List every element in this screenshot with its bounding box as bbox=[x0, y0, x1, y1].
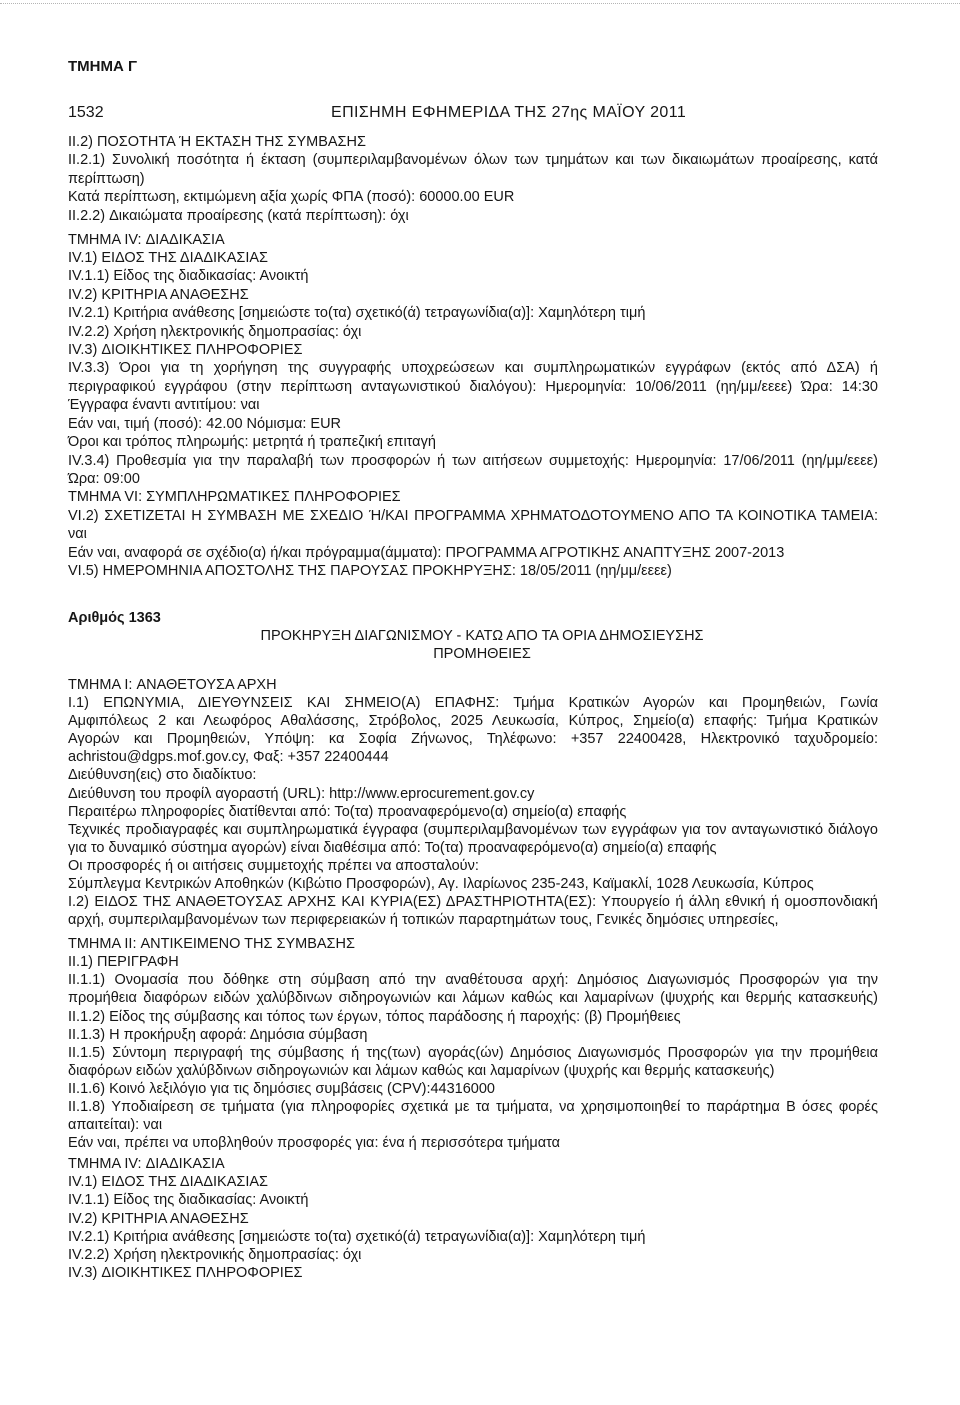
clause-ii-1-8-answer: απαιτείται): ναι bbox=[68, 1117, 163, 1134]
clause-i-1-continuation-1: Αμφιπόλεως 2 και Λεωφόρος Αθαλάσσης, Στρόβολος, 2025 Λευκωσία, Κύπρος, Σημείο(α) επαφής: Τμήμα Κρατικών bbox=[68, 713, 878, 730]
clause-ii-1-3-notice-type: II.1.3) Η προκήρυξη αφορά: Δημόσια σύμβαση bbox=[68, 1026, 368, 1043]
clause-vi-2-eu-funds: VI.2) ΣΧΕΤΙΖΕΤΑΙ Η ΣΥΜΒΑΣΗ ΜΕ ΣΧΕΔΙΟ Ή/ΚΑΙ ΠΡΟΓΡΑΜΜΑ ΧΡΗΜΑΤΟΔΟΤΟΥΜΕΝΟ ΑΠΟ ΤΑ ΚΟΙΝΟΤΙΚΑ ΤΑΜΕΙΑ: bbox=[68, 507, 878, 524]
clause-ii-1-1-title: II.1.1) Ονομασία που δόθηκε στη σύμβαση από την αναθέτουσα αρχή: Δημόσιος Διαγωνισμός Προσφορών για την bbox=[68, 972, 878, 989]
notice-body bbox=[68, 676, 878, 1282]
further-info-line: Περαιτέρω πληροφορίες διατίθενται από: Το(τα) προαναφερόμενο(α) σημείο(α) επαφής bbox=[68, 803, 627, 820]
clause-iv-2-1-award-criteria: IV.2.1) Κριτήρια ανάθεσης [σημειώστε το(τα) σχετικό(ά) τετραγωνίδια(α)]: Χαμηλότερη τιμή bbox=[68, 305, 646, 322]
gazette-running-title: ΕΠΙΣΗΜΗ ΕΦΗΜΕΡΙΔΑ ΤΗΣ 27ης ΜΑΪΟΥ 2011 bbox=[331, 104, 687, 121]
section-heading-ii-object: ΤΜΗΜΑ II: ΑΝΤΙΚΕΙΜΕΝΟ ΤΗΣ ΣΥΜΒΑΣΗΣ bbox=[68, 936, 355, 953]
notice-title-block bbox=[104, 627, 860, 664]
previous-notice-continuation bbox=[68, 133, 878, 580]
clause-i-1-continuation-2: Αγορών και Προμηθειών, Υπόψη: κα Σοφία Ζήνωνος, Τηλέφωνο: +357 22400428, Ηλεκτρονικό ταχυδρομείο: bbox=[68, 731, 878, 748]
clause-ii-2-1-continuation: περίπτωση) bbox=[68, 170, 145, 187]
buyer-profile-url-line: Διεύθυνση του προφίλ αγοραστή (URL): http://www.eprocurement.gov.cy bbox=[68, 785, 535, 802]
clause-iv-2-2-electronic-auction: IV.2.2) Χρήση ηλεκτρονικής δημοπρασίας: όχι bbox=[68, 323, 362, 340]
clause-iv-2-2-electronic-auction-2: IV.2.2) Χρήση ηλεκτρονικής δημοπρασίας: όχι bbox=[68, 1246, 362, 1263]
heading-iv-2-award-criteria-2: IV.2) ΚΡΙΤΗΡΙΑ ΑΝΑΘΕΣΗΣ bbox=[68, 1210, 249, 1227]
heading-iv-3-administrative-info: IV.3) ΔΙΟΙΚΗΤΙΚΕΣ ΠΛΗΡΟΦΟΡΙΕΣ bbox=[68, 342, 303, 359]
tender-submission-address-line: Σύμπλεγμα Κεντρικών Αποθηκών (Κιβώτιο Προσφορών), Αγ. Ιλαρίωνος 235-243, Καϊμακλί, 1028 Λευκωσία, Κύπρος bbox=[68, 876, 814, 893]
internet-addresses-label: Διεύθυνση(εις) στο διαδίκτυο: bbox=[68, 767, 257, 784]
clause-ii-2-2-options: II.2.2) Δικαιώματα προαίρεσης (κατά περίπτωση): όχι bbox=[68, 207, 409, 224]
clause-ii-2-1-total-quantity: II.2.1) Συνολική ποσότητα ή έκταση (συμπεριλαμβανομένων όλων των τμημάτων και των δικαιωμάτων προαίρεσης, κατά bbox=[68, 152, 878, 169]
clause-i-2-continuation: αρχή, συμπεριλαμβανομένων των περιφερειακών ή τοπικών παραρτημάτων τους, Γενικές δημόσιες υπηρεσίες, bbox=[68, 912, 779, 929]
heading-iv-2-award-criteria: IV.2) ΚΡΙΤΗΡΙΑ ΑΝΑΘΕΣΗΣ bbox=[68, 286, 249, 303]
estimated-value-line: Κατά περίπτωση, εκτιμώμενη αξία χωρίς ΦΠΑ (ποσό): 60000.00 EUR bbox=[68, 189, 515, 206]
section-heading-iv-procedure: ΤΜΗΜΑ IV: ΔΙΑΔΙΚΑΣΙΑ bbox=[68, 231, 225, 248]
heading-iv-1-procedure-type-2: IV.1) ΕΙΔΟΣ ΤΗΣ ΔΙΑΔΙΚΑΣΙΑΣ bbox=[68, 1174, 268, 1191]
clause-ii-1-6-cpv: II.1.6) Κοινό λεξιλόγιο για τις δημόσιες συμβάσεις (CPV):44316000 bbox=[68, 1080, 495, 1097]
tender-submission-label: Οι προσφορές ή οι αιτήσεις συμμετοχής πρέπει να αποσταλούν: bbox=[68, 857, 479, 874]
eu-programme-reference-line: Εάν ναι, αναφορά σε σχέδιο(α) ή/και πρόγραμμα(άμματα): ΠΡΟΓΡΑΜΜΑ ΑΓΡΟΤΙΚΗΣ ΑΝΑΠΤΥΞΗΣ 2007-2013 bbox=[68, 544, 785, 561]
notice-number: Αριθμός 1363 bbox=[68, 610, 161, 626]
heading-iv-3-administrative-info-2: IV.3) ΔΙΟΙΚΗΤΙΚΕΣ ΠΛΗΡΟΦΟΡΙΕΣ bbox=[68, 1264, 303, 1281]
clause-ii-1-8-lots: II.1.8) Υποδιαίρεση σε τμήματα (για πληροφορίες σχετικά με τα τμήματα, να χρησιμοποιηθεί το παράρτημα Β όσες φορές bbox=[68, 1099, 878, 1116]
clause-iv-3-4-deadline: IV.3.4) Προθεσμία για την παραλαβή των προσφορών ή των αιτήσεων συμμετοχής: Ημερομηνία: 17/06/2011 (ηη/μμ/εεεε) bbox=[68, 452, 878, 469]
scan-edge-artifact bbox=[0, 3, 960, 4]
clause-ii-1-5-short-description: II.1.5) Σύντομη περιγραφή της σύμβασης ή της(των) αγοράς(ών) Δημόσιος Διαγωνισμός Προσφορών για την προμήθεια bbox=[68, 1044, 878, 1061]
page-number: 1532 bbox=[68, 104, 104, 121]
section-heading-i-contracting-authority: ΤΜΗΜΑ I: ΑΝΑΘΕΤΟΥΣΑ ΑΡΧΗ bbox=[68, 677, 277, 693]
heading-ii-2-quantity: II.2) ΠΟΣΟΤΗΤΑ Ή ΕΚΤΑΣΗ ΤΗΣ ΣΥΜΒΑΣΗΣ bbox=[68, 134, 366, 150]
clause-i-2-authority-type: I.2) ΕΙΔΟΣ ΤΗΣ ΑΝΑΘΕΤΟΥΣΑΣ ΑΡΧΗΣ ΚΑΙ ΚΥΡΙΑ(ΕΣ) ΔΡΑΣΤΗΡΙΟΤΗΤΑ(ΕΣ): Υπουργείο ή άλλη εθνική ή ομοσπονδιακή bbox=[68, 894, 878, 911]
notice-subtitle: ΠΡΟΜΗΘΕΙΕΣ bbox=[433, 646, 531, 663]
specifications-availability-line: Τεχνικές προδιαγραφές και συμπληρωματικά έγγραφα (συμπεριλαμβανομένων των εγγράφων για τον ανταγωνιστικό διάλογο bbox=[68, 821, 878, 838]
lots-submission-line: Εάν ναι, πρέπει να υποβληθούν προσφορές για: ένα ή περισσότερα τμήματα bbox=[68, 1135, 561, 1152]
clause-iv-1-1-procedure-type: IV.1.1) Είδος της διαδικασίας: Ανοικτή bbox=[68, 268, 309, 285]
section-heading-iv-procedure-2: ΤΜΗΜΑ IV: ΔΙΑΔΙΚΑΣΙΑ bbox=[68, 1156, 225, 1173]
payable-documents-line: Έγγραφα έναντι αντιτίμου: ναι bbox=[68, 397, 260, 414]
heading-iv-1-procedure-type: IV.1) ΕΙΔΟΣ ΤΗΣ ΔΙΑΔΙΚΑΣΙΑΣ bbox=[68, 250, 268, 267]
clause-iv-3-3-continuation: περιγραφικού εγγράφου (στην περίπτωση ανταγωνιστικού διαλόγου): Ημερομηνία: 10/06/2011 (ηη/μμ/εεεε) Ώρα: 14:30 bbox=[68, 378, 878, 395]
deadline-time-line: Ώρα: 09:00 bbox=[68, 470, 140, 487]
gazette-section-label: ΤΜΗΜΑ Γ bbox=[68, 58, 138, 75]
clause-iv-1-1-procedure-type-2: IV.1.1) Είδος της διαδικασίας: Ανοικτή bbox=[68, 1192, 309, 1209]
price-line: Εάν ναι, τιμή (ποσό): 42.00 Νόμισμα: EUR bbox=[68, 415, 342, 432]
clause-iv-3-3-document-conditions: IV.3.3) Όροι για τη χορήγηση της συγγραφής υποχρεώσεων και συμπληρωματικών εγγράφων (εκτός από ΔΣΑ) ή bbox=[68, 360, 878, 377]
clause-vi-2-answer: ναι bbox=[68, 526, 87, 543]
clause-ii-1-1-continuation: προμήθεια διαφόρων ειδών χαλύβδινων σιδηρογωνιών και λάμων καθώς και λαμαρίνων (ψυχρής και θερμής κατασκευής) bbox=[68, 990, 878, 1007]
section-heading-vi-complementary-info: ΤΜΗΜΑ VI: ΣΥΜΠΛΗΡΩΜΑΤΙΚΕΣ ΠΛΗΡΟΦΟΡΙΕΣ bbox=[68, 489, 401, 506]
specifications-availability-continuation: για το δυναμικό σύστημα αγορών) είναι διαθέσιμα από: Το(τα) προαναφερόμενο(α) σημείο(α) επαφής bbox=[68, 839, 717, 856]
clause-ii-1-2-contract-type: II.1.2) Είδος της σύμβασης και τόπος των έργων, τόπος παράδοσης ή παροχής: (β) Προμήθειες bbox=[68, 1008, 681, 1025]
clause-i-1-name-addresses: I.1) ΕΠΩΝΥΜΙΑ, ΔΙΕΥΘΥΝΣΕΙΣ ΚΑΙ ΣΗΜΕΙΟ(Α) ΕΠΑΦΗΣ: Τμήμα Κρατικών Αγορών και Προμηθειών, Γωνία bbox=[68, 695, 878, 712]
clause-iv-2-1-award-criteria-2: IV.2.1) Κριτήρια ανάθεσης [σημειώστε το(τα) σχετικό(ά) τετραγωνίδια(α)]: Χαμηλότερη τιμή bbox=[68, 1228, 646, 1245]
notice-title: ΠΡΟΚΗΡΥΞΗ ΔΙΑΓΩΝΙΣΜΟΥ - ΚΑΤΩ ΑΠΟ ΤΑ ΟΡΙΑ ΔΗΜΟΣΙΕΥΣΗΣ bbox=[260, 628, 704, 644]
clause-ii-1-5-continuation: διαφόρων ειδών χαλύβδινων σιδηρογωνιών και λάμων καθώς και λαμαρίνων (ψυχρής και θερμής κατασκευής) bbox=[68, 1062, 775, 1079]
payment-terms-line: Όροι και τρόπος πληρωμής: μετρητά ή τραπεζική επιταγή bbox=[68, 434, 436, 451]
heading-ii-1-description: II.1) ΠΕΡΙΓΡΑΦΗ bbox=[68, 954, 179, 971]
clause-vi-5-dispatch-date: VI.5) ΗΜΕΡΟΜΗΝΙΑ ΑΠΟΣΤΟΛΗΣ ΤΗΣ ΠΑΡΟΥΣΑΣ ΠΡΟΚΗΡΥΞΗΣ: 18/05/2011 (ηη/μμ/εεεε) bbox=[68, 562, 672, 579]
contact-email-fax-line: achristou@dgps.mof.gov.cy, Φαξ: +357 22400444 bbox=[68, 749, 389, 766]
